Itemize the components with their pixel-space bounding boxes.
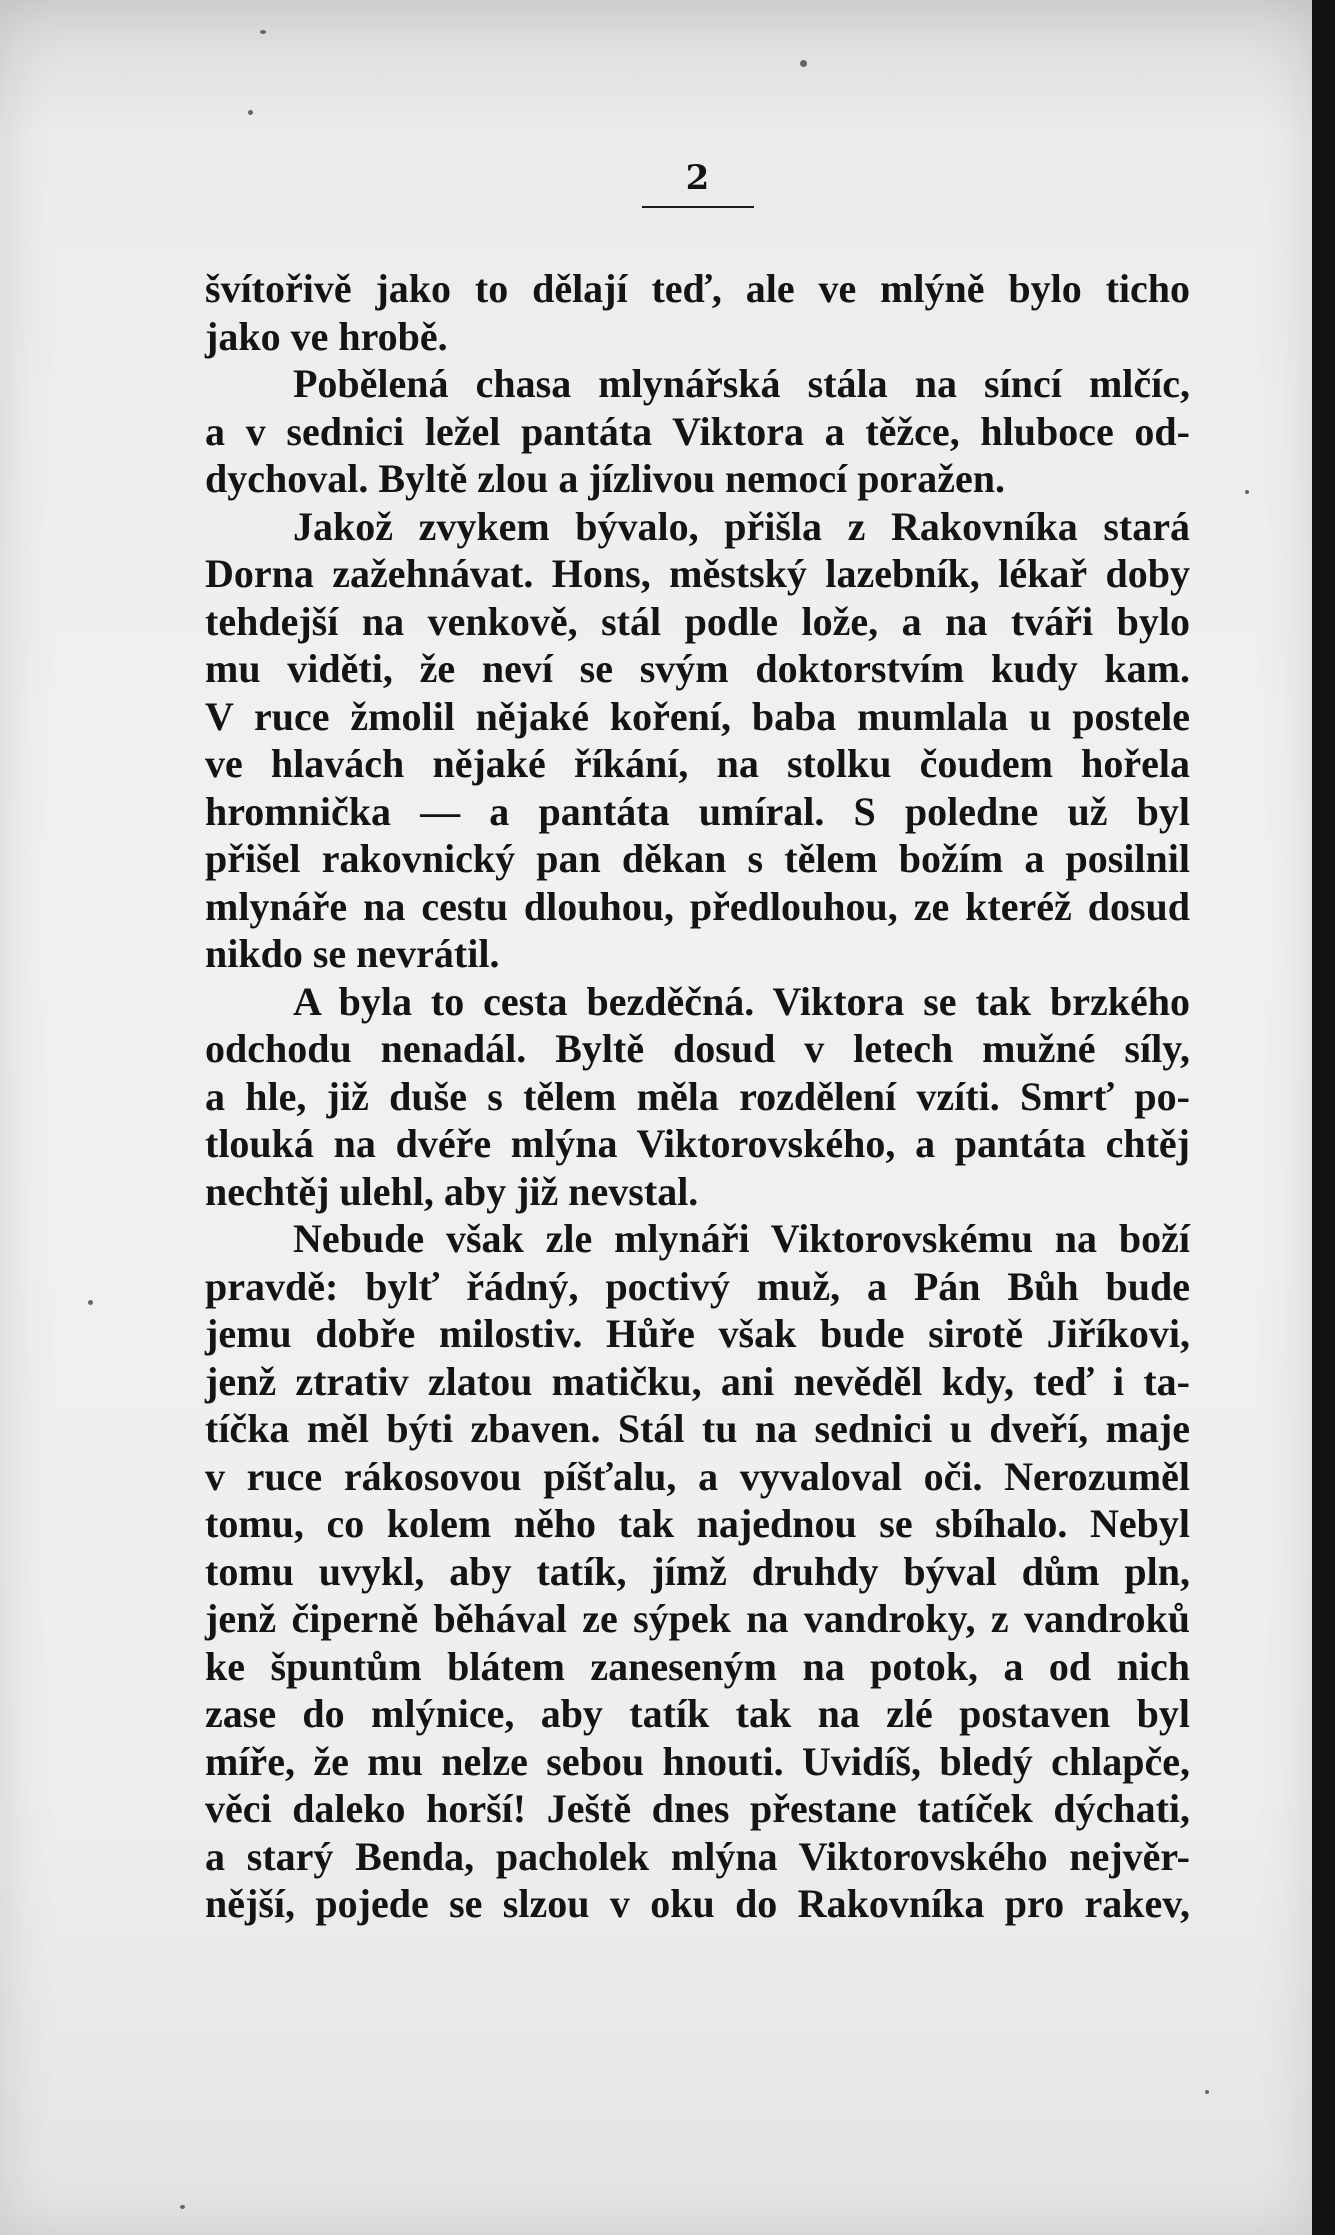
header-rule	[642, 206, 754, 208]
text-line: ke špuntům blátem zaneseným na potok, a od nich	[205, 1643, 1190, 1689]
text-line: mu viděti, že neví se svým doktorstvím kudy kam.	[205, 646, 1190, 691]
text-line: a hle, již duše s tělem měla rozdělení vzíti. Smrť po-	[205, 1073, 1190, 1119]
text-line: nější, pojede se slzou v oku do Rakovníka pro rakev,	[205, 1881, 1190, 1926]
text-line: v ruce rákosovou píšťalu, a vyvaloval oči. Nerozuměl	[205, 1453, 1190, 1499]
page-header	[640, 158, 755, 208]
scan-speck	[1205, 2090, 1209, 2094]
text-line: nechtěj ulehl, aby již nevstal.	[205, 1168, 699, 1214]
text-line: tlouká na dvéře mlýna Viktorovského, a pantáta chtěj	[205, 1121, 1190, 1166]
text-line: míře, že mu nelze sebou hnouti. Uvidíš, bledý chlapče,	[205, 1738, 1190, 1784]
text-line: jenž ztrativ zlatou matičku, ani nevěděl kdy, teď i ta-	[205, 1358, 1190, 1404]
text-line: tíčka měl býti zbaven. Stál tu na sednici u dveří, maje	[205, 1406, 1190, 1451]
page-number: 2	[685, 158, 710, 198]
scan-speck	[260, 30, 266, 34]
text-line: tomu, co kolem něho tak najednou se sbíhalo. Nebyl	[205, 1501, 1190, 1546]
text-line: odchodu nenadál. Byltě dosud v letech mužné síly,	[205, 1026, 1190, 1071]
text-line: a v sednici ležel pantáta Viktora a těžce, hluboce od-	[205, 408, 1190, 454]
scan-border	[1312, 0, 1335, 2235]
scan-speck	[1245, 490, 1249, 494]
scan-speck	[88, 1300, 93, 1305]
text-line: mlynáře na cestu dlouhou, předlouhou, ze kteréž dosud	[205, 883, 1190, 929]
text-line: dychoval. Byltě zlou a jízlivou nemocí poražen.	[205, 456, 1005, 501]
scan-speck	[180, 2205, 185, 2209]
text-line: zase do mlýnice, aby tatík tak na zlé postaven byl	[205, 1691, 1190, 1736]
text-line: a starý Benda, pacholek mlýna Viktorovského nejvěr-	[205, 1833, 1190, 1879]
text-line: jenž čiperně běhával ze sýpek na vandroky, z vandroků	[205, 1596, 1190, 1641]
text-line: jemu dobře milostiv. Hůře však bude sirotě Jiříkovi,	[205, 1311, 1190, 1356]
text-line: přišel rakovnický pan děkan s tělem božím a posilnil	[205, 836, 1190, 881]
text-line: A byla to cesta bezděčná. Viktora se tak brzkého	[293, 978, 1190, 1024]
text-line: pravdě: bylť řádný, poctivý muž, a Pán Bůh bude	[205, 1263, 1190, 1309]
text-line: V ruce žmolil nějaké koření, baba mumlala u postele	[205, 693, 1190, 739]
text-line: Pobělená chasa mlynářská stála na síncí mlčíc,	[293, 361, 1190, 406]
text-line: nikdo se nevrátil.	[205, 931, 500, 976]
text-line: věci daleko horší! Ještě dnes přestane tatíček dýchati,	[205, 1786, 1190, 1831]
scan-speck	[800, 60, 807, 67]
text-line: ve hlavách nějaké říkání, na stolku čoudem hořela	[205, 741, 1190, 786]
scan-speck	[248, 110, 253, 115]
body-text	[205, 265, 1190, 1928]
text-line: Jakož zvykem bývalo, přišla z Rakovníka stará	[293, 503, 1190, 549]
text-line: švítořivě jako to dělají teď, ale ve mlýně bylo ticho	[205, 266, 1190, 311]
text-line: tomu uvykl, aby tatík, jímž druhdy býval dům pln,	[205, 1548, 1190, 1594]
text-line: Dorna zažehnávat. Hons, městský lazebník, lékař doby	[205, 551, 1190, 596]
text-line: tehdejší na venkově, stál podle lože, a na tváři bylo	[205, 598, 1190, 644]
text-line: jako ve hrobě.	[205, 313, 448, 359]
text-line: hromnička — a pantáta umíral. S poledne už byl	[205, 788, 1190, 834]
text-line: Nebude však zle mlynáři Viktorovskému na boží	[293, 1216, 1190, 1261]
